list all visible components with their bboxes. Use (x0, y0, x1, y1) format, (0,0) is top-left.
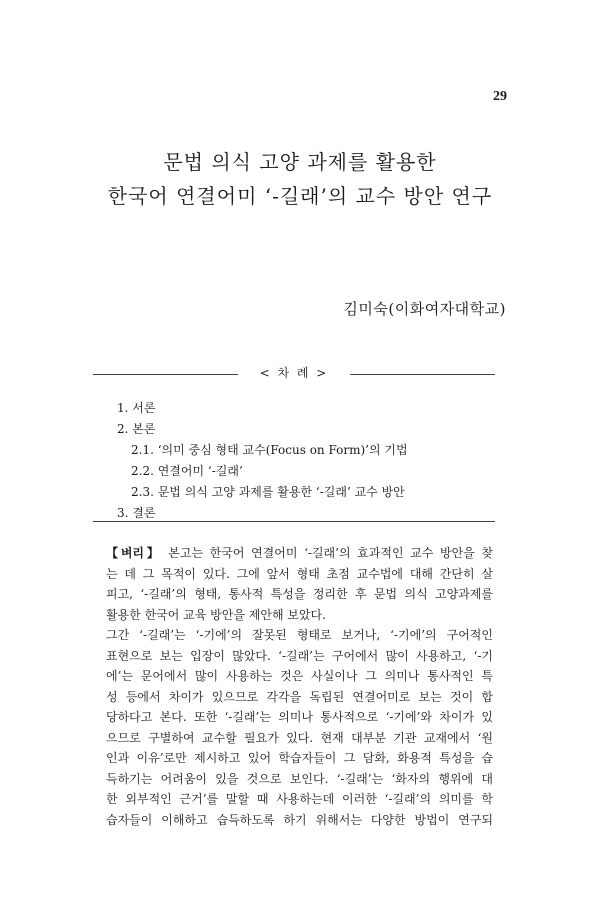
abstract-label: 【벼리】 (106, 546, 162, 560)
paper-title (0, 145, 600, 213)
abstract-line: 인과 이유’로만 제시하고 있어 학습자들이 그 담화, 화용적 특성을 습 (106, 751, 493, 765)
abstract-line-text: 본고는 한국어 연결어미 ‘-길래’의 효과적인 교수 방안을 찾 (168, 546, 493, 560)
abstract-line: 표현으로 보는 입장이 많았다. ‘-길래’는 구어에서 많이 사용하고, ‘-기 (106, 648, 493, 663)
abstract-line: 습자들이 이해하고 습득하도록 하기 위해서는 다양한 방법이 연구되 (106, 812, 493, 827)
abstract-line: 당하다고 본다. 또한 ‘-길래’는 의미나 통사적으로 ‘-기에’와 차이가 있 (106, 710, 493, 724)
abstract-line: 그간 ‘-길래’는 ‘-기에’의 잘못된 형태로 보거나, ‘-기에’의 구어적인 (106, 628, 493, 642)
toc-item: 3. 결론 (117, 506, 156, 520)
toc-divider (93, 521, 495, 522)
toc-item: 2.3. 문법 의식 고양 과제를 활용한 ‘-길래’ 교수 방안 (131, 485, 405, 499)
abstract-line (106, 543, 493, 564)
page-number: 29 (493, 89, 507, 104)
title-line-2: 한국어 연결어미 ‘-길래’의 교수 방안 연구 (107, 184, 493, 208)
toc-item: 1. 서론 (117, 401, 156, 415)
abstract-line: 피고, ‘-길래’의 형태, 통사적 특성을 정리한 후 문법 의식 고양과제를 (106, 587, 493, 601)
abstract-line: 는 데 그 목적이 있다. 그에 앞서 형태 초점 교수법에 대해 간단히 살 (106, 566, 493, 581)
abstract-line: 한 외부적인 근거’를 말할 때 사용하는데 이러한 ‘-길래’의 의미를 학 (106, 792, 493, 806)
abstract-line: 성 등에서 차이가 있으므로 각각을 독립된 연결어미로 보는 것이 합 (106, 689, 493, 704)
toc-header (93, 364, 495, 384)
toc-item: 2. 본론 (117, 422, 156, 436)
toc-rule-right (350, 374, 495, 375)
table-of-contents (117, 398, 497, 524)
toc-heading: < 차 례 > (259, 366, 329, 380)
abstract (106, 543, 493, 830)
toc-item: 2.1. ‘의미 중심 형태 교수(Focus on Form)’의 기법 (131, 443, 408, 457)
abstract-line: 으므로 구별하여 교수할 필요가 있다. 현재 대부분 기관 교재에서 ‘원 (106, 730, 493, 745)
abstract-line: 득하기는 어려움이 있을 것으로 보인다. ‘-길래’는 ‘화자의 행위에 대 (106, 771, 493, 786)
author-affiliation: 김미숙(이화여자대학교) (343, 300, 506, 318)
title-line-1: 문법 의식 고양 과제를 활용한 (163, 150, 437, 174)
abstract-line: 활용한 한국어 교육 방안을 제안해 보았다. (106, 607, 326, 622)
toc-item: 2.2. 연결어미 ‘-길래’ (131, 464, 243, 478)
abstract-line: 에’는 문어에서 많이 사용하는 것은 사실이나 그 의미나 통사적인 특 (106, 669, 493, 683)
